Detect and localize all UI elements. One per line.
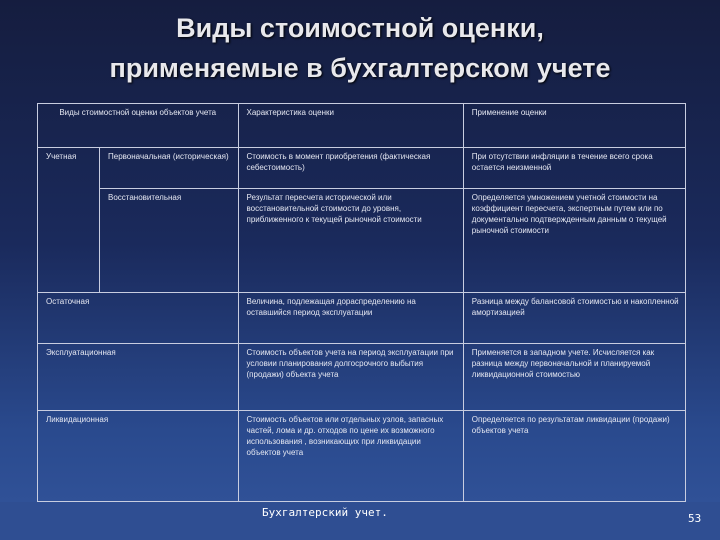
table-row xyxy=(38,292,686,344)
header-cell-types: Виды стоимостной оценки объектов учета xyxy=(38,104,239,148)
characteristic-cell: Результат пересчета исторической или восстановительной стоимости до уровня, приближенного к текущей рыночной стоимости xyxy=(238,188,463,292)
table-row xyxy=(38,411,686,502)
title-line-2: применяемые в бухгалтерском учете xyxy=(109,53,611,83)
name-cell: Первоначальная (историческая) xyxy=(100,148,239,188)
characteristic-cell: Стоимость объектов или отдельных узлов, запасных частей, лома и др. отходов по цене их возможного использования , возникающих при ликвидации объектов учета xyxy=(238,411,463,502)
group-cell: Учетная xyxy=(38,148,100,292)
application-cell: Определяется умножением учетной стоимости на коэффициент пересчета, экспертным путем или по документально подтвержденным данным о текущей рыночной стоимости xyxy=(463,188,685,292)
footer-text: Бухгалтерский учет. xyxy=(262,506,388,519)
table-row xyxy=(38,188,686,292)
application-cell: Применяется в западном учете. Исчисляется как разница между первоначальной и планируемой ликвидационной стоимостью xyxy=(463,344,685,411)
table-row xyxy=(38,344,686,411)
title-line-1: Виды стоимостной оценки, xyxy=(176,13,544,43)
characteristic-cell: Стоимость объектов учета на период эксплуатации при условии планирования долгосрочного выбытия (продажи) объекта учета xyxy=(238,344,463,411)
header-cell-characteristic: Характеристика оценки xyxy=(238,104,463,148)
table-header-row xyxy=(38,104,686,148)
characteristic-cell: Стоимость в момент приобретения (фактическая себестоимость) xyxy=(238,148,463,188)
name-cell: Восстановительная xyxy=(100,188,239,292)
characteristic-cell: Величина, подлежащая дораспределению на оставшийся период эксплуатации xyxy=(238,292,463,344)
name-cell: Остаточная xyxy=(38,292,239,344)
header-cell-application: Применение оценки xyxy=(463,104,685,148)
name-cell: Эксплуатационная xyxy=(38,344,239,411)
name-cell: Ликвидационная xyxy=(38,411,239,502)
page-number: 53 xyxy=(688,512,702,525)
valuation-table xyxy=(37,103,686,502)
application-cell: Определяется по результатам ликвидации (продажи) объектов учета xyxy=(463,411,685,502)
table-row xyxy=(38,148,686,188)
application-cell: При отсутствии инфляции в течение всего срока остается неизменной xyxy=(463,148,685,188)
page-title xyxy=(0,8,720,88)
application-cell: Разница между балансовой стоимостью и накопленной амортизацией xyxy=(463,292,685,344)
